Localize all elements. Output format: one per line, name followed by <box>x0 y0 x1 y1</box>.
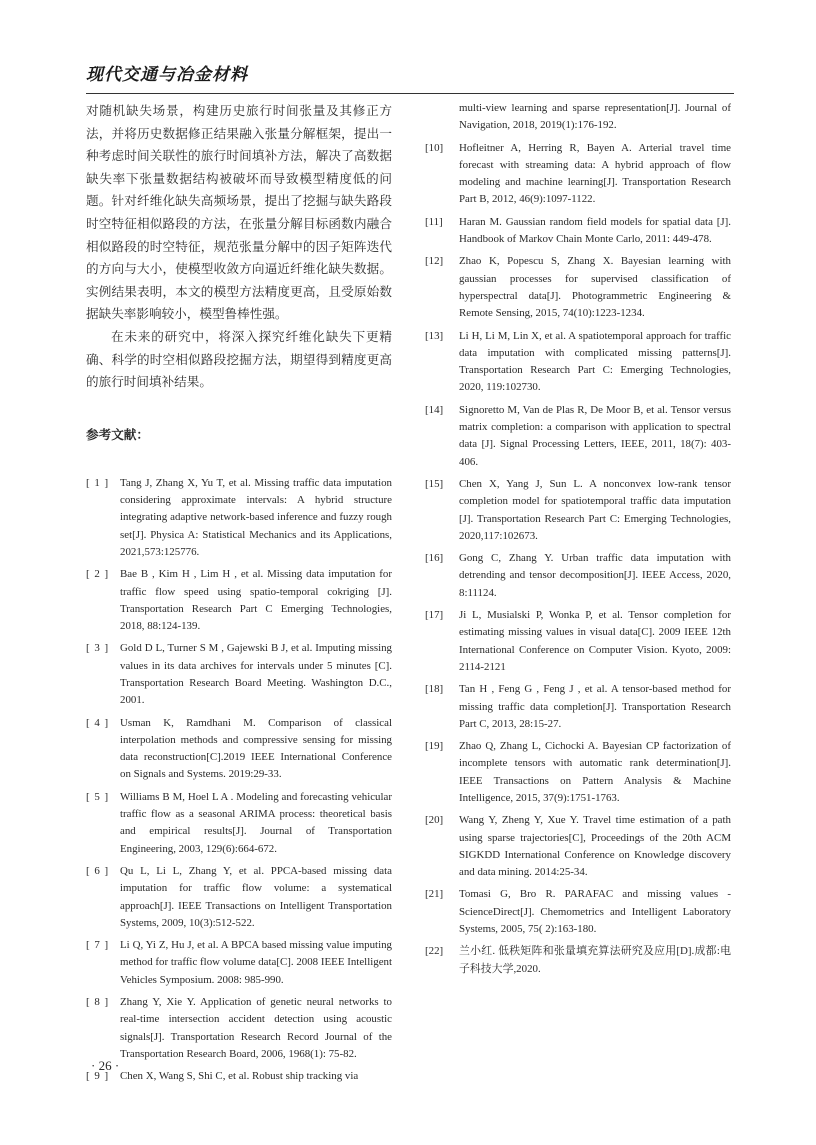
reference-item <box>425 214 731 249</box>
reference-number: [ 8 ] <box>86 996 110 1009</box>
reference-item <box>86 566 392 635</box>
reference-item <box>425 328 731 397</box>
reference-number: [ 1 ] <box>86 476 110 489</box>
reference-number: [18] <box>425 683 444 696</box>
reference-number: [15] <box>425 477 444 490</box>
reference-text: Chen X, Yang J, Sun L. A nonconvex low-rank tensor completion model for spatiotemporal traffic data imputation [J]. Transportation Research Part C: Emerging Technologies, 2020,117:102673. <box>459 477 731 542</box>
reference-text: Li H, Li M, Lin X, et al. A spatiotemporal approach for traffic data imputation with complicated missing patterns[J]. Transportation Research Part C: Emerging Technologies, 2020, 119:102730. <box>459 329 731 394</box>
reference-item <box>86 863 392 932</box>
reference-text: Bae B , Kim H , Lim H , et al. Missing data imputation for traffic flow speed using spatio-temporal cokriging [J]. Transportation Research Part C Emerging Technologies, 2018, 88:124-139. <box>120 568 392 633</box>
reference-text: 兰小红. 低秩矩阵和张量填充算法研究及应用[D].成都:电子科技大学,2020. <box>459 945 731 975</box>
reference-number <box>425 100 459 135</box>
reference-number: [ 9 ] <box>86 1070 110 1083</box>
page-number: · 26 · <box>91 1058 120 1073</box>
reference-item <box>425 886 731 938</box>
reference-item-continued <box>425 100 731 135</box>
reference-number: [20] <box>425 814 444 827</box>
reference-text: Hofleitner A, Herring R, Bayen A. Arterial travel time forecast with streaming data: A hybrid approach of flow modeling and machine learning[J]. Transportation Research Part B, 2012, 46(9):1097-1122. <box>459 141 731 206</box>
reference-number: [ 3 ] <box>86 642 110 655</box>
reference-item <box>425 812 731 881</box>
reference-number: [10] <box>425 141 444 154</box>
reference-number: [ 4 ] <box>86 716 110 729</box>
reference-list-left <box>86 475 392 1086</box>
reference-item <box>86 789 392 858</box>
reference-number: [ 2 ] <box>86 568 110 581</box>
reference-item <box>86 937 392 989</box>
reference-number: [12] <box>425 255 444 268</box>
reference-item <box>425 943 731 978</box>
reference-item <box>425 550 731 602</box>
reference-text: Usman K, Ramdhani M. Comparison of classical interpolation methods and compressive sensing for missing data reconstruction[C].2019 IEEE International Conference on Signals and Systems. 2019:29-33. <box>120 716 392 781</box>
references-title: 参考文献： <box>86 426 149 442</box>
header-rule <box>86 93 734 94</box>
reference-item <box>425 738 731 807</box>
reference-number: [11] <box>425 215 443 228</box>
reference-number: [16] <box>425 552 444 565</box>
reference-item <box>425 402 731 471</box>
reference-item <box>425 476 731 545</box>
left-column <box>86 100 392 1091</box>
reference-text: Zhao Q, Zhang L, Cichocki A. Bayesian CP factorization of incomplete tensors with automatic rank determination[J]. IEEE Transactions on Pattern Analysis & Machine Intelligence, 2015, 37(9):1751-1763. <box>459 740 731 804</box>
reference-text: Chen X, Wang S, Shi C, et al. Robust ship tracking via <box>120 1070 359 1083</box>
reference-text: Signoretto M, Van de Plas R, De Moor B, et al. Tensor versus matrix completion: a comparison with application to spectral data [J]. Signal Processing Letters, IEEE, 2011, 18(7): 403-406. <box>459 403 731 468</box>
reference-item <box>425 253 731 322</box>
reference-text: Gold D L, Turner S M , Gajewski B J, et al. Imputing missing values in its data archives for intervals under 5 minutes [C]. Transportation Research Board Meeting. Washington D.C., 2001. <box>120 642 392 707</box>
future-work-paragraph: 在未来的研究中，将深入探究纤维化缺失下更精确、科学的时空相似路段挖掘方法，期望得到精度更高的旅行时间填补结果。 <box>86 328 392 390</box>
reference-number: [14] <box>425 403 444 416</box>
reference-text: Tan H , Feng G , Feng J , et al. A tensor-based method for missing traffic data completion[J]. Transportation Research Part C, 2013, 28:15-27. <box>459 683 731 730</box>
reference-text: multi-view learning and sparse representation[J]. Journal of Navigation, 2018, 2019(1):176-192. <box>459 102 731 132</box>
reference-number: [19] <box>425 740 444 753</box>
reference-text: Wang Y, Zheng Y, Xue Y. Travel time estimation of a path using sparse trajectories[C], Proceedings of the 20th ACM SIGKDD International Conference on Knowledge discovery and data mining. 2014:25-34. <box>459 814 731 879</box>
reference-text: Tomasi G, Bro R. PARAFAC and missing values - ScienceDirect[J]. Chemometrics and Intelligent Laboratory Systems, 2005, 75( 2):163-180. <box>459 888 731 936</box>
right-column <box>425 100 731 983</box>
reference-item <box>425 140 731 209</box>
reference-number: [ 6 ] <box>86 864 110 877</box>
reference-text: Zhao K, Popescu S, Zhang X. Bayesian learning with gaussian processes for supervised classification of hyperspectral data[J]. Photogrammetric Engineering & Remote Sensing, 2015, 74(10):1223-1234. <box>459 255 731 320</box>
reference-text: Li Q, Yi Z, Hu J, et al. A BPCA based missing value imputing method for traffic flow volume data[C]. 2008 IEEE Intelligent Vehicles Symposium. 2008: 985-990. <box>120 939 392 986</box>
reference-text: Zhang Y, Xie Y. Application of genetic neural networks to real-time intersection accident detection using acoustic signals[J]. Transportation Research Record Journal of the Transportation Research Board, 2006, 1968(1): 75-82. <box>120 996 392 1060</box>
reference-item <box>425 681 731 733</box>
reference-number: [ 7 ] <box>86 939 110 952</box>
reference-list-right <box>425 100 731 978</box>
reference-number: [22] <box>425 945 444 958</box>
reference-number: [ 5 ] <box>86 790 110 803</box>
reference-text: Gong C, Zhang Y. Urban traffic data imputation with detrending and tensor decomposition[J]. IEEE Access, 2020, 8:11124. <box>459 552 731 599</box>
conclusion-paragraph: 对随机缺失场景，构建历史旅行时间张量及其修正方法，并将历史数据修正结果融入张量分解框架，提出一种考虑时间关联性的旅行时间填补方法，解决了高数据缺失率下张量数据结构被破坏而导致模型精度低的问题。针对纤维化缺失高频场景，提出了挖掘与缺失路段时空特征相似路段的方法，在张量分解目标函数内融合相似路段的时空特征，规范张量分解中的因子矩阵迭代的方向与大小，使模型收敛方向逼近纤维化缺失数据。实例结果表明，本文的模型方法精度更高，且受原始数据缺失率影响较小，模型鲁棒性强。 <box>86 103 392 322</box>
reference-item <box>86 475 392 561</box>
reference-item <box>86 715 392 784</box>
reference-number: [21] <box>425 888 444 901</box>
reference-text: Ji L, Musialski P, Wonka P, et al. Tensor completion for estimating missing values in visual data[C]. 2009 IEEE 12th International Conference on Computer Vision. Kyoto, 2009: 2114-2121 <box>459 609 731 673</box>
reference-number: [13] <box>425 329 444 342</box>
reference-text: Qu L, Li L, Zhang Y, et al. PPCA-based missing data imputation for traffic flow volume: a systematical approach[J]. IEEE Transactions on Intelligent Transportation Systems, 2009, 10(3):512-522. <box>120 864 392 929</box>
journal-name: 现代交通与冶金材料 <box>86 65 248 85</box>
reference-text: Haran M. Gaussian random field models for spatial data [J]. Handbook of Markov Chain Monte Carlo, 2011: 449-478. <box>459 215 731 246</box>
reference-item <box>86 994 392 1063</box>
reference-number: [17] <box>425 609 444 622</box>
reference-item <box>425 607 731 676</box>
reference-item <box>86 1068 392 1085</box>
reference-item <box>86 640 392 709</box>
reference-text: Tang J, Zhang X, Yu T, et al. Missing traffic data imputation considering approximate intervals: A hybrid structure integrating adaptive network-based inference and fuzzy rough set[J]. Physica A: Statistical Mechanics and its Applications, 2021,573:125776. <box>120 476 392 558</box>
reference-text: Williams B M, Hoel L A . Modeling and forecasting vehicular traffic flow as a seasonal ARIMA process: theoretical basis and empirical results[J]. Journal of Transportation Engineering, 2003, 129(6):664-672. <box>120 790 392 855</box>
